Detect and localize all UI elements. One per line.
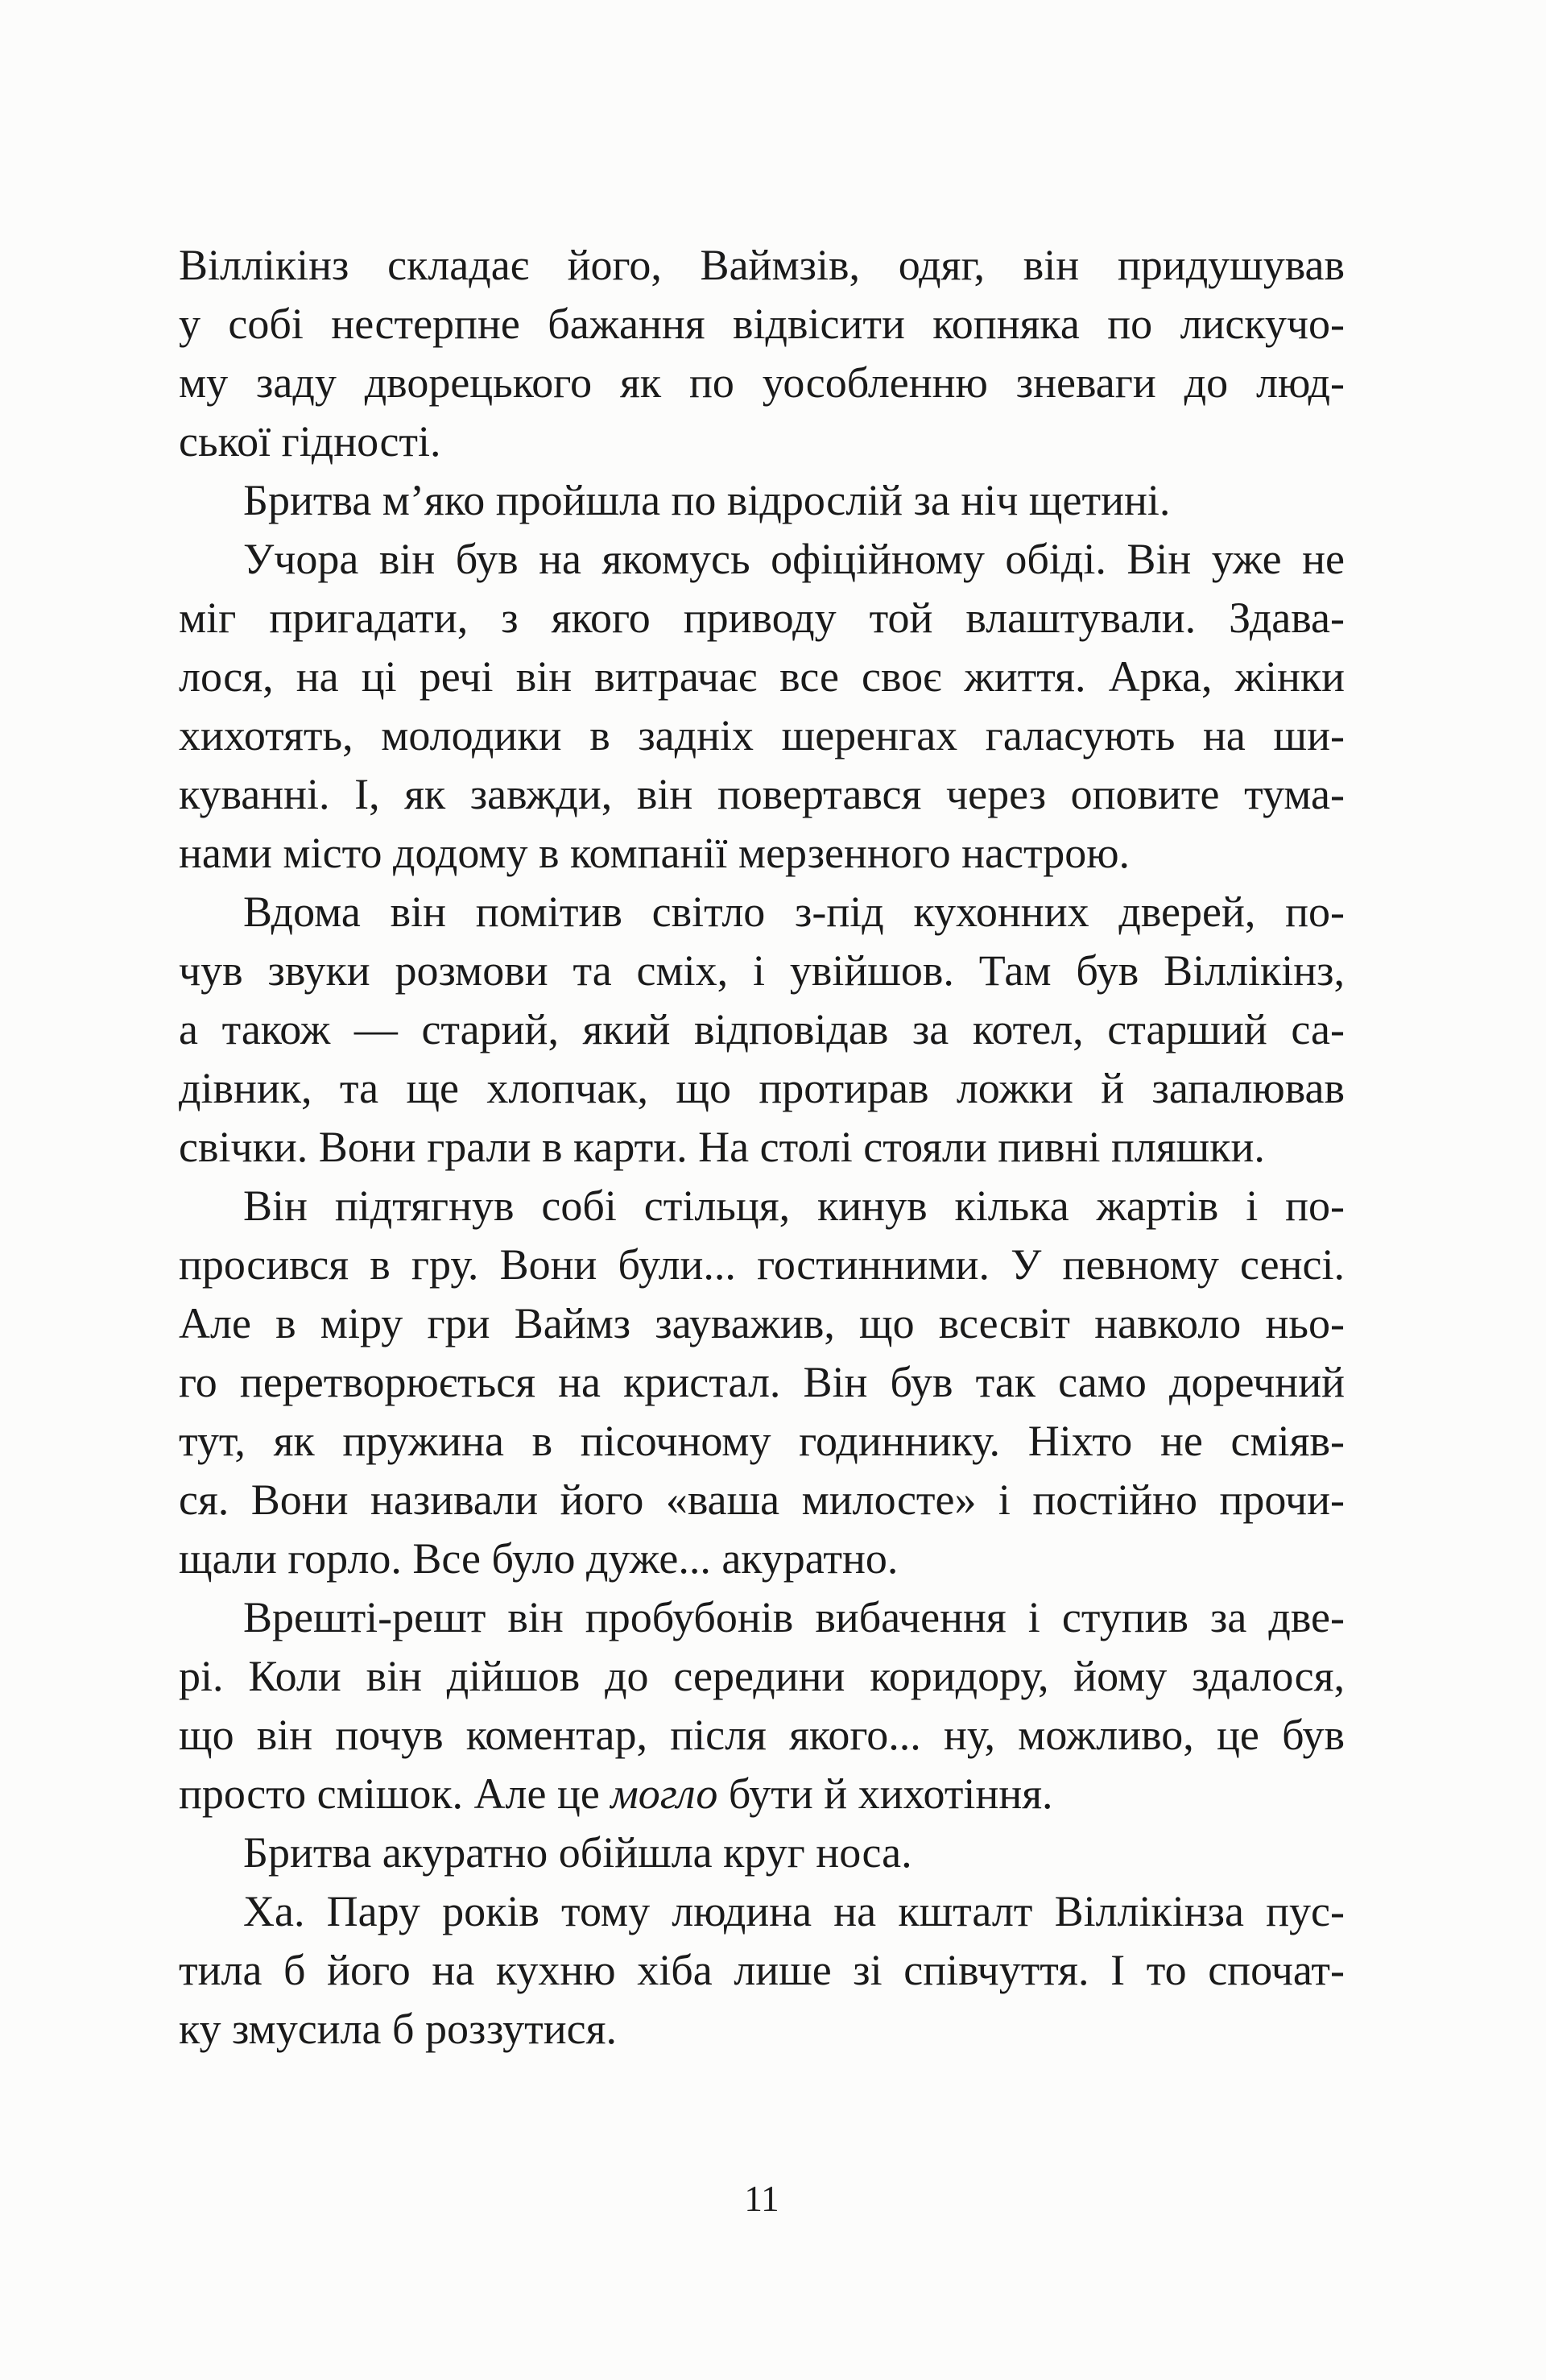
text-line [179, 1000, 1345, 1059]
text-line [179, 1882, 1345, 1941]
text-line [179, 648, 1345, 706]
text-segment: у собі нестерпне бажання відвісити копняка по лискучо- [179, 300, 1345, 348]
text-line [179, 1294, 1345, 1353]
text-segment: бути й хихотіння. [717, 1769, 1053, 1818]
text-segment: нами місто додому в компанії мерзенного настрою. [179, 829, 1131, 877]
text-line [179, 1765, 1345, 1823]
text-segment: просто смішок. Але це [179, 1769, 611, 1818]
text-segment: Але в міру гри Ваймз зауважив, що всесвіт навколо ньо- [179, 1299, 1345, 1347]
text-segment: щали горло. Все було дуже... акуратно. [179, 1534, 899, 1583]
text-segment: просився в гру. Вони були... гостинними. У певному сенсі. [179, 1240, 1345, 1289]
text-segment: Учора він був на якомусь офіційному обіді. Він уже не [243, 535, 1345, 583]
text-segment: Вдома він помітив світло з-під кухонних дверей, по- [243, 888, 1345, 936]
text-line [179, 1647, 1345, 1706]
text-segment: Бритва м’яко пройшла по відрослій за ніч щетині. [243, 476, 1171, 524]
text-segment: рі. Коли він дійшов до середини коридору, йому здалося, [179, 1652, 1345, 1700]
text-line [179, 236, 1345, 295]
text-line [179, 471, 1345, 530]
text-line [179, 1941, 1345, 2000]
text-line [179, 942, 1345, 1000]
text-segment: го перетворюється на кристал. Він був так само доречний [179, 1358, 1345, 1406]
text-line [179, 1059, 1345, 1118]
text-line [179, 1706, 1345, 1765]
text-line [179, 530, 1345, 589]
text-line [179, 1236, 1345, 1294]
text-segment: свічки. Вони грали в карти. На столі стояли пивні пляшки. [179, 1123, 1265, 1171]
italic-word: могло [610, 1769, 718, 1818]
text-line [179, 706, 1345, 765]
text-segment: ся. Вони називали його «ваша милосте» і постійно прочи- [179, 1476, 1345, 1524]
text-line [179, 824, 1345, 883]
text-segment: му заду дворецького як по уособленню зневаги до люд- [179, 358, 1345, 407]
text-line [179, 1471, 1345, 1529]
text-segment: дівник, та ще хлопчак, що протирав ложки й запалював [179, 1064, 1345, 1112]
text-segment: куванні. І, як завжди, він повертався через оповите тума- [179, 770, 1345, 818]
text-line [179, 2000, 1345, 2059]
text-line [179, 1823, 1345, 1882]
text-segment: Ха. Пару років тому людина на кшталт Віллікінза пус- [243, 1887, 1345, 1935]
text-segment: тут, як пружина в пісочному годиннику. Ніхто не сміяв- [179, 1417, 1345, 1465]
text-line [179, 354, 1345, 412]
text-segment: тила б його на кухню хіба лише зі співчуття. І то спочат- [179, 1946, 1345, 1994]
text-line [179, 1412, 1345, 1471]
text-line [179, 765, 1345, 824]
text-segment: Він підтягнув собі стільця, кинув кілька жартів і по- [243, 1182, 1345, 1230]
page-text [179, 236, 1345, 2059]
text-segment: а також — старий, який відповідав за котел, старший са- [179, 1005, 1345, 1053]
text-segment: що він почув коментар, після якого... ну, можливо, це був [179, 1711, 1345, 1759]
text-segment: лося, на ці речі він витрачає все своє життя. Арка, жінки [179, 652, 1345, 701]
text-segment: Бритва акуратно обійшла круг носа. [243, 1828, 912, 1877]
text-segment: Віллікінз складає його, Ваймзів, одяг, він придушував [179, 241, 1345, 289]
text-line [179, 1588, 1345, 1647]
text-segment: ку змусила б роззутися. [179, 2005, 617, 2053]
text-line [179, 1118, 1345, 1177]
text-line [179, 1177, 1345, 1236]
text-segment: чув звуки розмови та сміх, і увійшов. Там був Віллікінз, [179, 946, 1345, 995]
text-segment: міг пригадати, з якого приводу той влаштували. Здава- [179, 594, 1345, 642]
text-line [179, 1353, 1345, 1412]
text-line [179, 295, 1345, 354]
text-line [179, 883, 1345, 942]
text-segment: Врешті-решт він пробубонів вибачення і ступив за две- [243, 1593, 1345, 1641]
text-line [179, 589, 1345, 648]
page-number: 11 [744, 2179, 779, 2219]
text-line [179, 1529, 1345, 1588]
text-segment: ської гідності. [179, 417, 441, 466]
text-line [179, 412, 1345, 471]
text-segment: хихотять, молодики в задніх шеренгах галасують на ши- [179, 711, 1345, 760]
